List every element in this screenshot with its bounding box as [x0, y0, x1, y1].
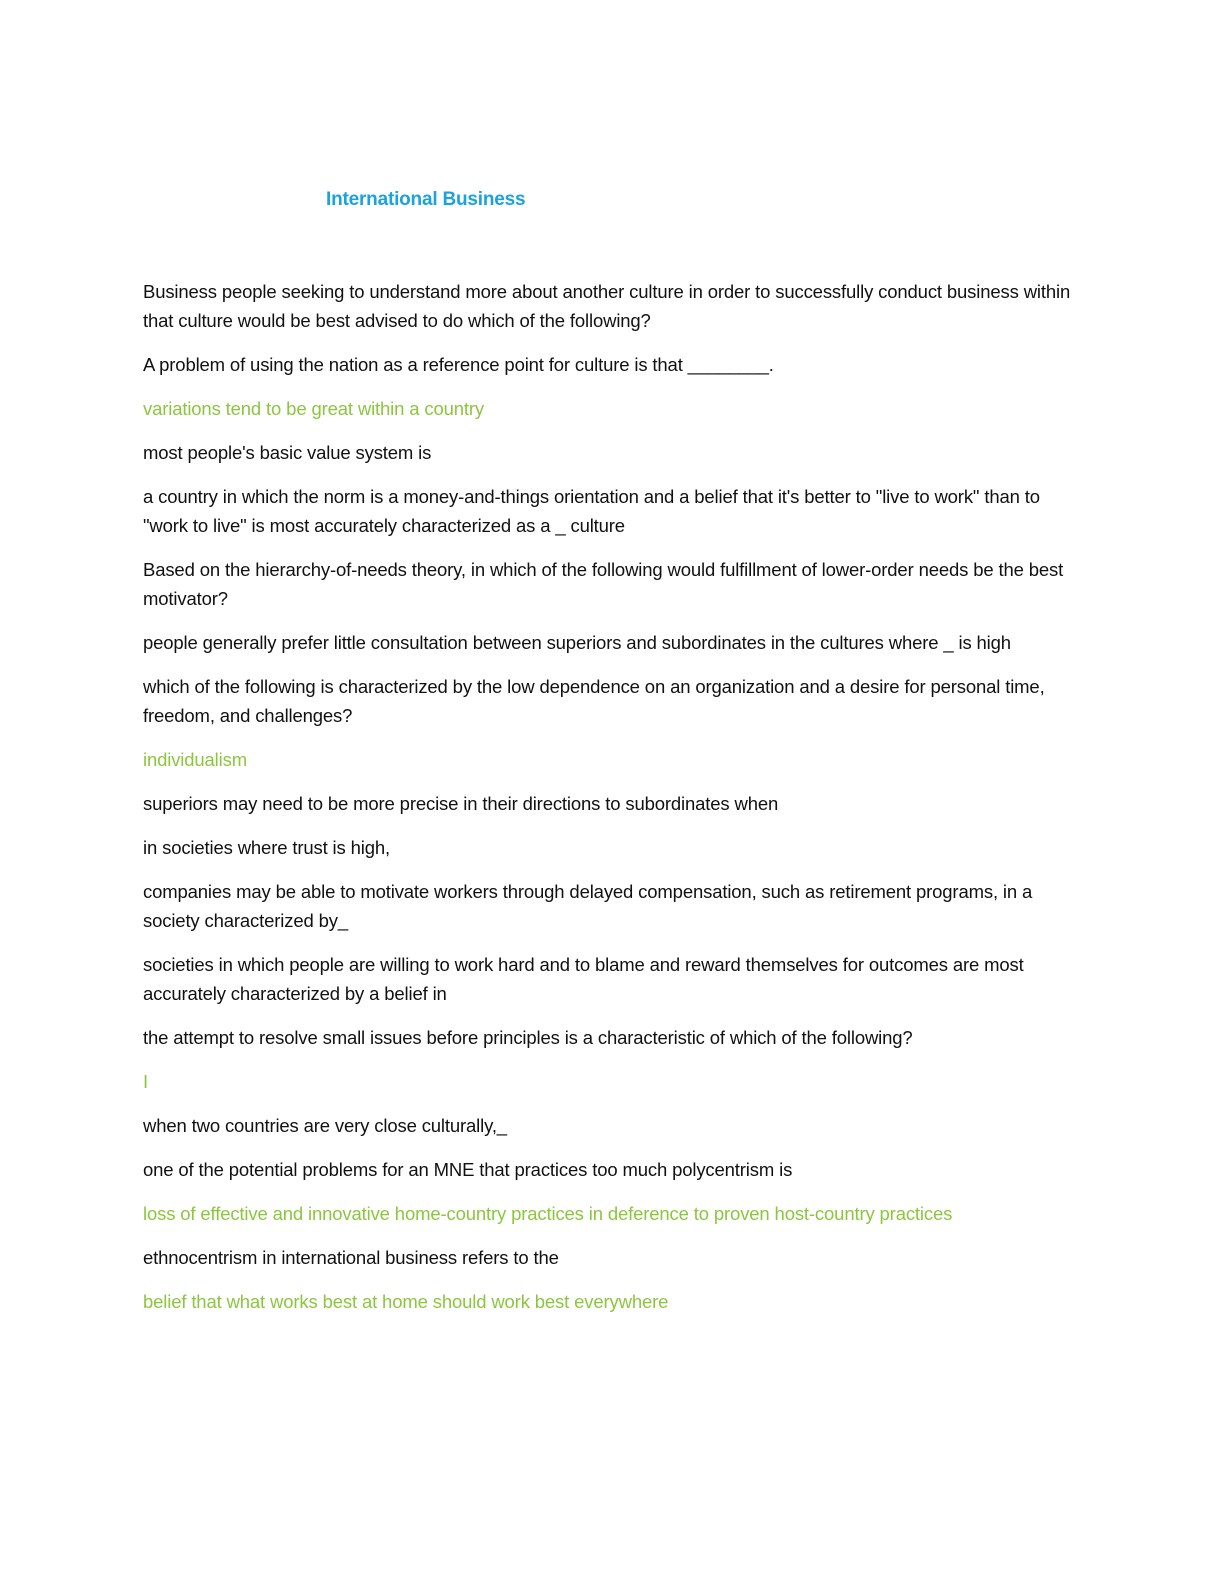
- answer-paragraph: I: [143, 1071, 148, 1092]
- question-paragraph: which of the following is characterized by the low dependence on an organization and a desire for personal time, freedom, and challenges?: [143, 676, 1045, 726]
- document-body: [143, 277, 1078, 1331]
- question-paragraph: ethnocentrism in international business refers to the: [143, 1247, 559, 1268]
- question-paragraph: in societies where trust is high,: [143, 837, 390, 858]
- question-paragraph: one of the potential problems for an MNE that practices too much polycentrism is: [143, 1159, 793, 1180]
- question-paragraph: most people's basic value system is: [143, 442, 432, 463]
- question-paragraph: societies in which people are willing to work hard and to blame and reward themselves for outcomes are most accurately characterized by a belief in: [143, 954, 1024, 1004]
- answer-paragraph: individualism: [143, 749, 247, 770]
- answer-paragraph: loss of effective and innovative home-country practices in deference to proven host-country practices: [143, 1203, 953, 1224]
- question-paragraph: Based on the hierarchy-of-needs theory, in which of the following would fulfillment of lower-order needs be the best motivator?: [143, 559, 1064, 609]
- question-paragraph: Business people seeking to understand more about another culture in order to successfully conduct business within that culture would be best advised to do which of the following?: [143, 281, 1071, 331]
- question-paragraph: when two countries are very close culturally,_: [143, 1115, 507, 1136]
- question-paragraph: A problem of using the nation as a reference point for culture is that ________.: [143, 354, 774, 375]
- question-paragraph: a country in which the norm is a money-and-things orientation and a belief that it's better to "live to work" than to "work to live" is most accurately characterized as a _ culture: [143, 486, 1040, 536]
- question-paragraph: companies may be able to motivate workers through delayed compensation, such as retirement programs, in a society characterized by_: [143, 881, 1033, 931]
- question-paragraph: people generally prefer little consultation between superiors and subordinates in the cultures where _ is high: [143, 632, 1011, 653]
- answer-paragraph: variations tend to be great within a country: [143, 398, 484, 419]
- answer-paragraph: belief that what works best at home should work best everywhere: [143, 1291, 669, 1312]
- question-paragraph: the attempt to resolve small issues before principles is a characteristic of which of the following?: [143, 1027, 913, 1048]
- question-paragraph: superiors may need to be more precise in their directions to subordinates when: [143, 793, 779, 814]
- document-title: International Business: [326, 189, 526, 210]
